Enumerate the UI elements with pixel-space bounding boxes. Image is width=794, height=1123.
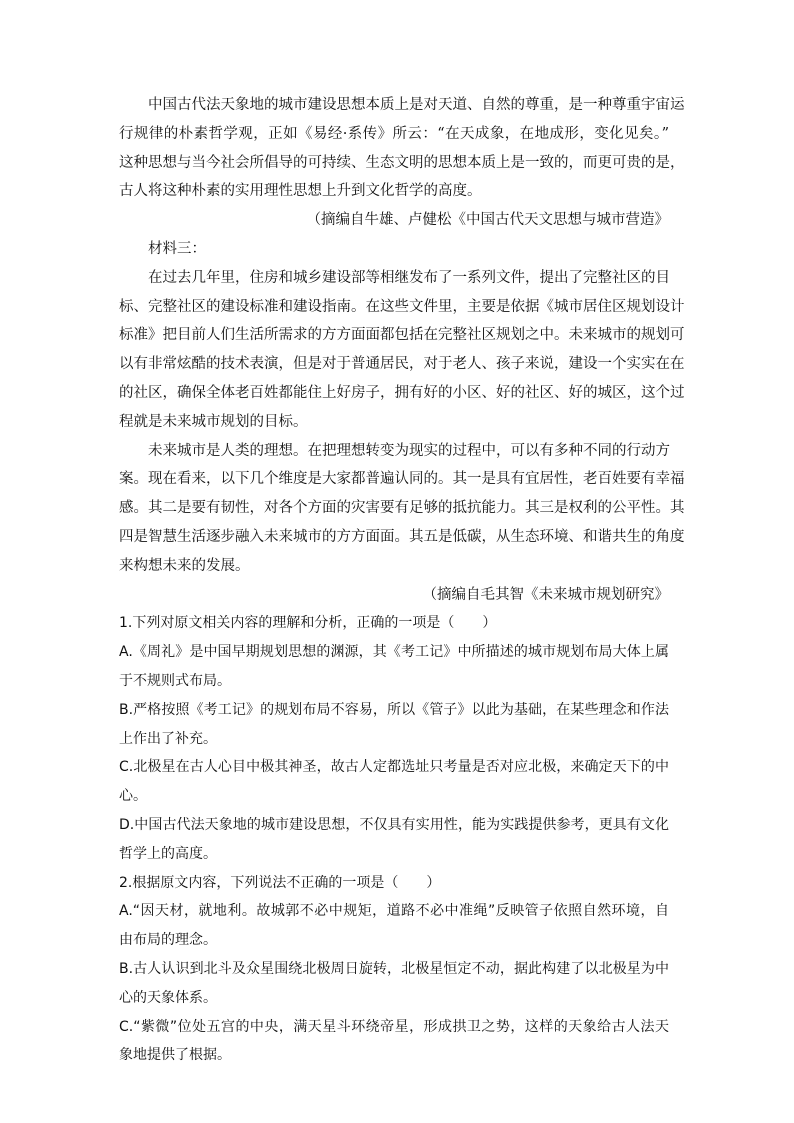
question-2 [119,869,669,1071]
source-citation-2: （摘编自毛其智《未来城市规划研究》 [422,586,669,603]
question-stem: 2.根据原文内容，下列说法不正确的一项是（ ） [119,874,441,891]
document-page [119,91,685,1070]
paragraph-3 [119,437,685,581]
option-d: D.中国古代法天象地的城市建设思想，不仅具有实用性，能为实践提供参考，更具有文化 [119,816,669,833]
material-3-heading: 材料三： [148,240,206,257]
paragraph-2 [119,264,685,437]
text-line: 行规律的朴素哲学观，正如《易经·系传》所云：“在天成象，在地成形，变化见矣。” [119,125,669,142]
text-line: 在过去几年里，住房和城乡建设部等相继发布了一系列文件，提出了完整社区的目 [148,269,670,286]
text-line: 标、完整社区的建设标准和建设指南。在这些文件里，主要是依据《城市居住区规划设计 [119,298,685,315]
text-line: 案。现在看来，以下几个维度是大家都普遍认同的。其一是具有宜居性，老百姓要有幸福 [119,471,685,488]
text-line: 程就是未来城市规划的目标。 [119,413,308,430]
option-a-cont: 由布局的理念。 [119,932,217,949]
option-b: B.古人认识到北斗及众星围绕北极周日旋转，北极星恒定不动，据此构建了以北极星为中 [119,960,669,977]
text-line: 来构想未来的发展。 [119,557,250,574]
option-d-cont: 哲学上的高度。 [119,845,217,862]
text-line: 的社区，确保全体老百姓都能住上好房子，拥有好的小区、好的社区、好的城区，这个过 [119,384,685,401]
text-line: 这种思想与当今社会所倡导的可持续、生态文明的思想本质上是一致的，而更可贵的是， [119,154,685,171]
option-b-cont: 上作出了补充。 [119,730,217,747]
text-line: 以有非常炫酷的技术表演，但是对于普通居民，对于老人、孩子来说，建设一个实实在在 [119,356,685,373]
option-c: C.“紫微”位处五宫的中央，满天星斗环绕帝星，形成拱卫之势，这样的天象给古人法天 [119,1018,669,1035]
text-line: 四是智慧生活逐步融入未来城市的方方面面。其五是低碳，从生态环境、和谐共生的角度 [119,528,685,545]
option-a-cont: 于不规则式布局。 [119,672,231,689]
text-line: 古人将这种朴素的实用理性思想上升到文化哲学的高度。 [119,183,482,200]
option-c-cont: 象地提供了根据。 [119,1047,231,1064]
text-line: 中国古代法天象地的城市建设思想本质上是对天道、自然的尊重，是一种尊重宇宙运 [148,97,685,113]
option-b-cont: 心的天象体系。 [119,989,217,1006]
question-1 [119,609,669,868]
source-citation-1: （摘编自牛雄、卢健松《中国古代天文思想与城市营造》 [306,212,669,229]
option-c-cont: 心。 [119,788,147,805]
option-b: B.严格按照《考工记》的规划布局不容易，所以《管子》以此为基础，在某些理念和作法 [119,701,669,718]
option-a: A.“因天材，就地利。故城郭不必中规矩，道路不必中准绳”反映管子依照自然环境，自 [119,903,669,920]
text-line: 标准》把目前人们生活所需求的方方面面都包括在完整社区规划之中。未来城市的规划可 [119,327,685,344]
paragraph-1 [119,91,685,206]
option-a: A.《周礼》是中国早期规划思想的渊源，其《考工记》中所描述的城市规划布局大体上属 [119,644,669,661]
text-line: 未来城市是人类的理想。在把理想转变为现实的过程中，可以有多种不同的行动方 [148,442,670,459]
option-c: C.北极星在古人心目中极其神圣，故古人定都选址只考量是否对应北极，来确定天下的中 [119,759,669,776]
question-stem: 1.下列对原文相关内容的理解和分析，正确的一项是（ ） [119,615,497,632]
text-line: 感。其二是要有韧性，对各个方面的灾害要有足够的抵抗能力。其三是权利的公平性。其 [119,500,685,517]
